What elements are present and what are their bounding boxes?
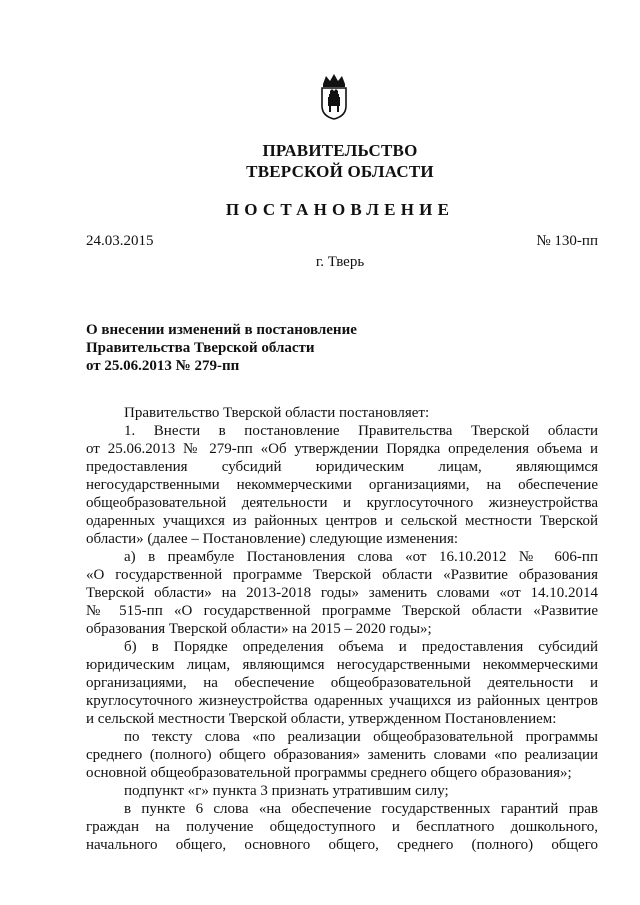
body-line: граждан на получение общедоступного и бесплатного дошкольного,: [86, 819, 598, 835]
document-subject: [86, 321, 446, 375]
organization-name-line1: ПРАВИТЕЛЬСТВО: [262, 141, 418, 160]
body-line: одаренных учащихся из районных центров и сельской местности Тверской: [86, 513, 598, 529]
body-line: круглосуточного жизнеустройства одаренных учащихся из районных центров: [86, 693, 598, 709]
subject-line: от 25.06.2013 № 279-пп: [86, 358, 240, 374]
body-line: предоставления субсидий юридическим лицам, являющимся: [86, 459, 598, 475]
subject-line: Правительства Тверской области: [86, 340, 315, 356]
body-line: основной общеобразовательной программы среднего общего образования»;: [86, 765, 572, 781]
body-line: образования Тверской области» на 2015 – 2020 годы»;: [86, 621, 432, 637]
body-line: организациями, на обеспечение общеобразовательной деятельности и: [86, 675, 598, 691]
body-line: среднего (полного) общего образования» заменить словами «по реализации: [86, 747, 598, 763]
organization-name-line2: ТВЕРСКОЙ ОБЛАСТИ: [246, 162, 434, 181]
body-line: юридическим лицам, являющимся негосударственными некоммерческими: [86, 657, 598, 673]
body-line: б) в Порядке определения объема и предоставления субсидий: [124, 639, 598, 655]
body-line: «О государственной программе Тверской области «Развитие образования: [86, 567, 598, 583]
body-line: по тексту слова «по реализации общеобразовательной программы: [124, 729, 598, 745]
body-line: от 25.06.2013 № 279-пп «Об утверждении Порядка определения объема и: [86, 441, 598, 457]
document-body: [86, 404, 598, 854]
body-line: № 515-пп «О государственной программе Тверской области «Развитие: [86, 603, 598, 619]
body-line: Тверской области» на 2013-2018 годы» заменить словами «от 14.10.2014: [86, 585, 598, 601]
body-line: начального общего, основного общего, среднего (полного) общего: [86, 837, 598, 853]
body-line: в пункте 6 слова «на обеспечение государственных гарантий прав: [124, 801, 598, 817]
document-number: № 130-пп: [536, 233, 598, 249]
body-line: а) в преамбуле Постановления слова «от 16.10.2012 № 606-пп: [124, 549, 598, 565]
body-line: Правительство Тверской области постановляет:: [124, 405, 430, 421]
body-line: и сельской местности Тверской области, утвержденном Постановлением:: [86, 711, 557, 727]
body-line: 1. Внести в постановление Правительства Тверской области: [124, 423, 598, 439]
subject-line: О внесении изменений в постановление: [86, 322, 357, 338]
tver-coat-of-arms-icon: [319, 72, 349, 120]
body-line: негосударственными некоммерческими организациями, на обеспечение: [86, 477, 598, 493]
body-line: подпункт «г» пункта 3 признать утратившим силу;: [124, 783, 449, 799]
body-line: общеобразовательной деятельности и круглосуточного жизнеустройства: [86, 495, 598, 511]
document-city: г. Тверь: [315, 254, 365, 270]
document-date: 24.03.2015: [86, 233, 154, 249]
document-type: ПОСТАНОВЛЕНИЕ: [225, 200, 455, 219]
body-line: области» (далее – Постановление) следующие изменения:: [86, 531, 459, 547]
